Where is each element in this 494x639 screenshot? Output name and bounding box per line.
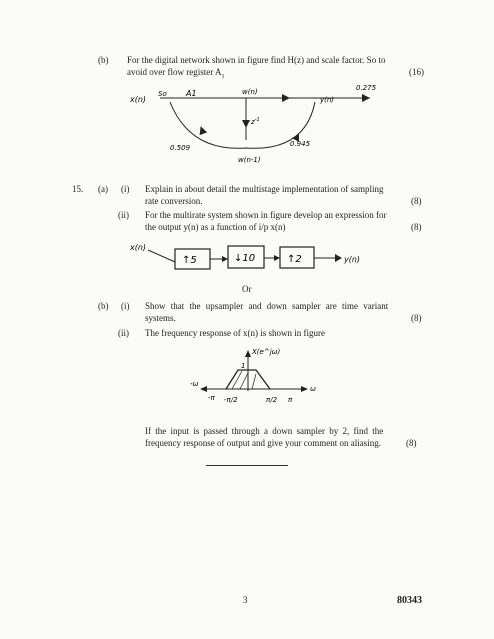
fig-yn: y(n) bbox=[320, 96, 335, 104]
q15b-i-line1: Show that the upsampler and down sampler are time variant bbox=[145, 301, 389, 311]
network-figure bbox=[130, 82, 400, 172]
diagram-output: y(n) bbox=[344, 255, 361, 264]
diagram-input: x(n) bbox=[130, 243, 147, 252]
fig-so: So bbox=[158, 90, 167, 98]
fig-g1: 0.275 bbox=[356, 84, 377, 92]
frequency-response-figure bbox=[190, 344, 330, 406]
q15b-ii-label: (ii) bbox=[118, 328, 129, 338]
q15b-i-line2: systems. bbox=[145, 313, 176, 323]
or-separator: Or bbox=[242, 284, 252, 294]
fig-zinv: $z^{-1}$ bbox=[251, 117, 260, 126]
freq-left: -ω bbox=[190, 380, 199, 388]
q15b-p-line2: frequency response of output and give your comment on aliasing. bbox=[145, 438, 381, 448]
q15a-label: (a) bbox=[98, 184, 108, 194]
q15a-ii-marks: (8) bbox=[411, 222, 422, 232]
q15b-label: (b) bbox=[98, 301, 109, 311]
q15a-i-marks: (8) bbox=[411, 196, 422, 206]
fig-xn: x(n) bbox=[130, 95, 147, 104]
block2-label: ↓10 bbox=[234, 253, 256, 264]
multirate-diagram bbox=[130, 236, 370, 276]
fig-wn: w(n) bbox=[242, 88, 258, 96]
q15a-ii-line2: the output y(n) as a function of i/p x(n) bbox=[145, 222, 286, 232]
fig-wn1: w(n-1) bbox=[238, 156, 261, 164]
fig-g2: 0.509 bbox=[170, 144, 191, 152]
q14b-marks: (16) bbox=[409, 67, 424, 77]
q15a-ii-line1: For the multirate system shown in figure develop an expression for bbox=[145, 210, 387, 220]
q15a-i-line1: Explain in about detail the multistage implementation of sampling bbox=[145, 184, 384, 194]
fig-g3: 0.945 bbox=[290, 140, 311, 148]
q14b-label: (b) bbox=[98, 55, 109, 65]
freq-tick-neg-pi: -π bbox=[208, 394, 215, 402]
freq-tick-pi: π bbox=[288, 396, 293, 404]
q15b-i-marks: (8) bbox=[411, 313, 422, 323]
freq-one: 1 bbox=[241, 362, 246, 370]
freq-ylabel: X(e^jω) bbox=[252, 348, 281, 356]
page-number: 3 bbox=[243, 595, 248, 605]
q15b-p-marks: (8) bbox=[406, 438, 417, 448]
q15a-i-label: (i) bbox=[121, 184, 130, 194]
q15a-ii-label: (ii) bbox=[118, 210, 129, 220]
fig-a1: A1 bbox=[186, 89, 197, 98]
q14b-line1: For the digital network shown in figure find H(z) and scale factor. So to bbox=[127, 55, 386, 65]
freq-right: ω bbox=[310, 385, 316, 393]
freq-tick-neg-half-pi: -π/2 bbox=[224, 396, 238, 404]
block1-label: ↑5 bbox=[182, 255, 197, 266]
q14b-line2: avoid over flow register $A_1$ bbox=[127, 67, 225, 80]
q15a-i-line2: rate conversion. bbox=[145, 196, 203, 206]
paper-code: 80343 bbox=[397, 595, 422, 606]
q15b-ii-line1: The frequency response of x(n) is shown in figure bbox=[145, 328, 325, 338]
q15-number: 15. bbox=[72, 184, 84, 194]
block3-label: ↑2 bbox=[287, 254, 302, 265]
q15b-i-label: (i) bbox=[121, 301, 130, 311]
q15b-p-line1: If the input is passed through a down sampler by 2, find the bbox=[145, 426, 384, 436]
freq-tick-half-pi: π/2 bbox=[266, 396, 278, 404]
end-rule bbox=[206, 465, 288, 466]
